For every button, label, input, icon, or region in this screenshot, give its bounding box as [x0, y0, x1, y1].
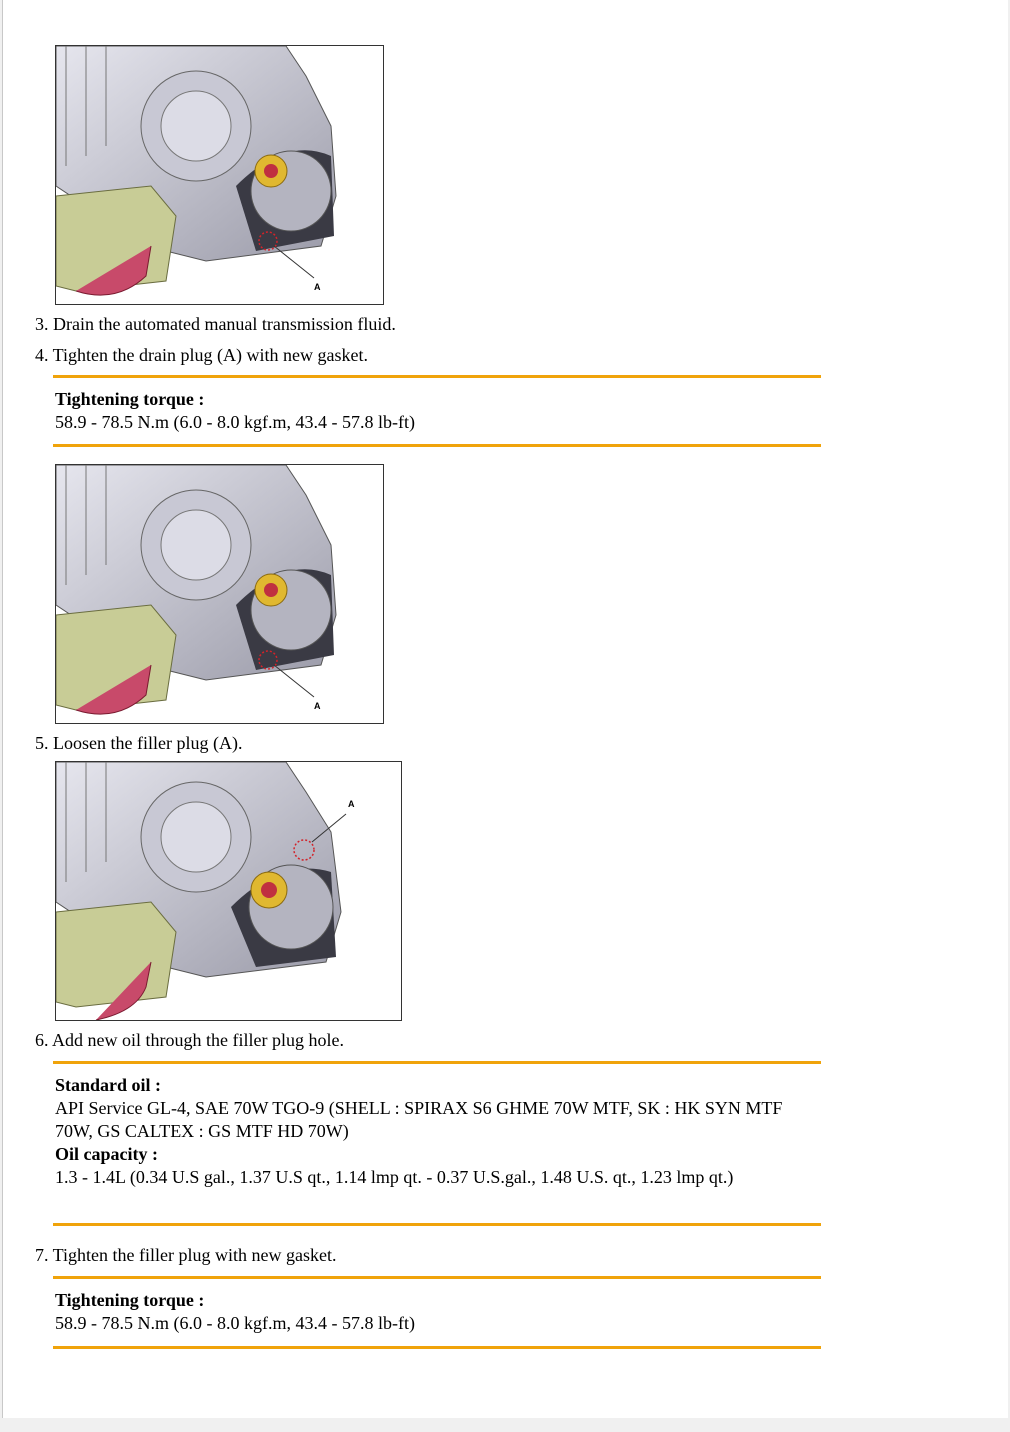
callout-label: A [314, 701, 321, 711]
standard-oil-heading: Standard oil : [55, 1075, 162, 1095]
callout-label: A [348, 799, 355, 809]
step-3: 3. Drain the automated manual transmission fluid. [35, 314, 396, 334]
oil-spec-note [53, 1061, 821, 1226]
torque-value: 58.9 - 78.5 N.m (6.0 - 8.0 kgf.m, 43.4 - 57.8 lb-ft) [55, 412, 415, 432]
step-6: 6. Add new oil through the filler plug hole. [35, 1030, 344, 1050]
torque-heading: Tightening torque : [55, 1290, 205, 1310]
step-7: 7. Tighten the filler plug with new gasket. [35, 1245, 337, 1265]
transmission-figure-drain-plug-1 [55, 45, 384, 305]
step-4: 4. Tighten the drain plug (A) with new gasket. [35, 345, 368, 365]
callout-label: A [314, 282, 321, 292]
transmission-figure-drain-plug-2 [55, 464, 384, 724]
step-5: 5. Loosen the filler plug (A). [35, 733, 243, 753]
standard-oil-text: API Service GL-4, SAE 70W TGO-9 (SHELL : SPIRAX S6 GHME 70W MTF, SK : HK SYN MTF 70W, GS CALTEX : GS MTF HD 70W) [55, 1098, 783, 1141]
torque-note-1 [53, 375, 821, 447]
transmission-figure-filler-plug [55, 761, 402, 1021]
torque-value: 58.9 - 78.5 N.m (6.0 - 8.0 kgf.m, 43.4 - 57.8 lb-ft) [55, 1313, 415, 1333]
torque-heading: Tightening torque : [55, 389, 205, 409]
torque-note-2 [53, 1276, 821, 1349]
oil-capacity-heading: Oil capacity : [55, 1144, 158, 1164]
oil-capacity-text: 1.3 - 1.4L (0.34 U.S gal., 1.37 U.S qt., 1.14 lmp qt. - 0.37 U.S.gal., 1.48 U.S. qt., 1.23 lmp qt.) [55, 1167, 734, 1187]
manual-page [2, 0, 1008, 1418]
